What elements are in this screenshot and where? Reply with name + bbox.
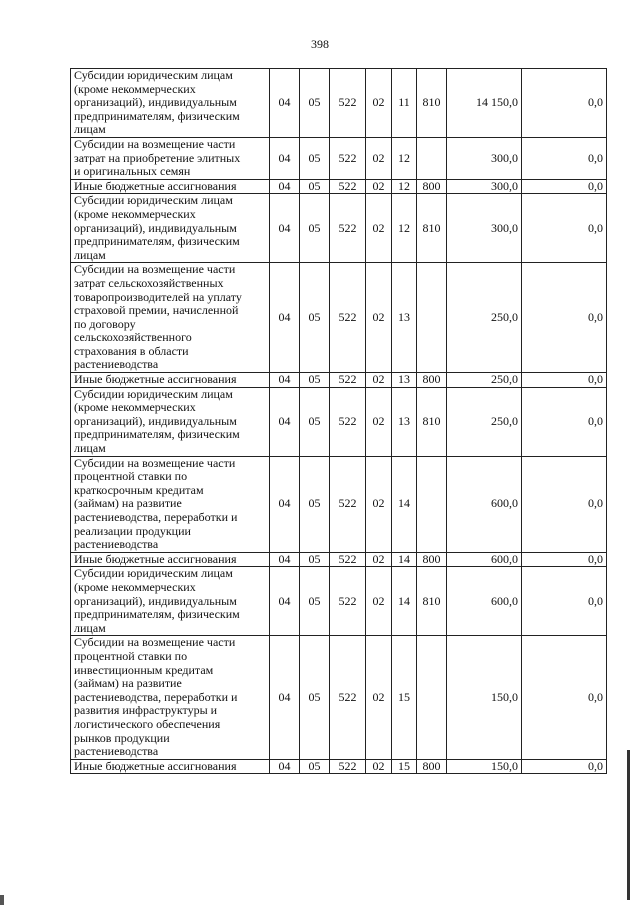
row-name: Субсидии юридическим лицам (кроме некоммерческих организаций), индивидуальным предпринимателям, физическим лицам <box>71 387 270 456</box>
code-section: 04 <box>270 387 300 456</box>
code-subsection: 05 <box>300 263 330 373</box>
row-name: Субсидии юридическим лицам (кроме некоммерческих организаций), индивидуальным предпринимателям, физическим лицам <box>71 69 270 138</box>
code-section: 04 <box>270 759 300 774</box>
code-target: 522 <box>330 179 366 194</box>
amount-1: 150,0 <box>447 636 522 759</box>
code-sub2: 14 <box>392 567 417 636</box>
table-row <box>71 137 607 179</box>
code-section: 04 <box>270 263 300 373</box>
amount-1: 14 150,0 <box>447 69 522 138</box>
code-subsection: 05 <box>300 567 330 636</box>
code-target: 522 <box>330 194 366 263</box>
code-target: 522 <box>330 759 366 774</box>
code-sub2: 12 <box>392 194 417 263</box>
code-sub2: 15 <box>392 636 417 759</box>
code-section: 04 <box>270 179 300 194</box>
amount-2: 0,0 <box>522 387 607 456</box>
code-target: 522 <box>330 636 366 759</box>
row-name: Субсидии на возмещение части процентной ставки по инвестиционным кредитам (займам) на развитие растениеводства, переработки и развития инфраструктуры и логистического обеспечения рынков продукции растениеводства <box>71 636 270 759</box>
amount-1: 300,0 <box>447 194 522 263</box>
code-target: 522 <box>330 137 366 179</box>
amount-1: 250,0 <box>447 387 522 456</box>
code-section: 04 <box>270 69 300 138</box>
row-name: Иные бюджетные ассигнования <box>71 179 270 194</box>
table-row <box>71 263 607 373</box>
expense-type: 810 <box>417 194 447 263</box>
code-target: 522 <box>330 69 366 138</box>
code-section: 04 <box>270 456 300 552</box>
code-sub2: 13 <box>392 373 417 388</box>
code-sub1: 02 <box>366 179 392 194</box>
table-body <box>71 69 607 774</box>
code-sub1: 02 <box>366 387 392 456</box>
table-row <box>71 387 607 456</box>
code-subsection: 05 <box>300 179 330 194</box>
scan-corner-mark <box>0 895 4 905</box>
table-row <box>71 373 607 388</box>
code-subsection: 05 <box>300 759 330 774</box>
code-sub2: 14 <box>392 456 417 552</box>
table-row <box>71 759 607 774</box>
code-sub2: 13 <box>392 387 417 456</box>
row-name: Иные бюджетные ассигнования <box>71 373 270 388</box>
expense-type: 810 <box>417 567 447 636</box>
amount-2: 0,0 <box>522 194 607 263</box>
expense-type <box>417 636 447 759</box>
code-sub2: 12 <box>392 179 417 194</box>
code-section: 04 <box>270 137 300 179</box>
code-section: 04 <box>270 552 300 567</box>
code-subsection: 05 <box>300 636 330 759</box>
code-sub1: 02 <box>366 567 392 636</box>
code-sub2: 14 <box>392 552 417 567</box>
amount-2: 0,0 <box>522 373 607 388</box>
amount-2: 0,0 <box>522 179 607 194</box>
amount-1: 250,0 <box>447 263 522 373</box>
table-row <box>71 69 607 138</box>
code-sub1: 02 <box>366 69 392 138</box>
code-target: 522 <box>330 263 366 373</box>
expense-type <box>417 263 447 373</box>
table-row <box>71 194 607 263</box>
table-row <box>71 567 607 636</box>
row-name: Субсидии на возмещение части процентной ставки по краткосрочным кредитам (займам) на развитие растениеводства, переработки и реализации продукции растениеводства <box>71 456 270 552</box>
amount-2: 0,0 <box>522 69 607 138</box>
expense-type: 800 <box>417 759 447 774</box>
code-target: 522 <box>330 552 366 567</box>
code-target: 522 <box>330 456 366 552</box>
amount-2: 0,0 <box>522 552 607 567</box>
code-subsection: 05 <box>300 137 330 179</box>
row-name: Иные бюджетные ассигнования <box>71 552 270 567</box>
code-section: 04 <box>270 373 300 388</box>
expense-type: 810 <box>417 69 447 138</box>
code-subsection: 05 <box>300 387 330 456</box>
code-section: 04 <box>270 567 300 636</box>
code-target: 522 <box>330 373 366 388</box>
code-sub1: 02 <box>366 456 392 552</box>
row-name: Субсидии на возмещение части затрат сельскохозяйственных товаропроизводителей на уплату страховой премии, начисленной по договору сельскохозяйственного страхования в области растениеводства <box>71 263 270 373</box>
amount-2: 0,0 <box>522 759 607 774</box>
code-sub1: 02 <box>366 137 392 179</box>
scan-edge-mark <box>627 750 630 900</box>
code-section: 04 <box>270 636 300 759</box>
expense-type: 800 <box>417 179 447 194</box>
code-target: 522 <box>330 567 366 636</box>
amount-1: 600,0 <box>447 552 522 567</box>
row-name: Субсидии юридическим лицам (кроме некоммерческих организаций), индивидуальным предпринимателям, физическим лицам <box>71 567 270 636</box>
code-subsection: 05 <box>300 456 330 552</box>
page-number: 398 <box>311 37 329 51</box>
amount-1: 600,0 <box>447 567 522 636</box>
expense-type: 800 <box>417 552 447 567</box>
amount-1: 250,0 <box>447 373 522 388</box>
code-subsection: 05 <box>300 552 330 567</box>
code-sub2: 11 <box>392 69 417 138</box>
amount-1: 600,0 <box>447 456 522 552</box>
code-sub1: 02 <box>366 263 392 373</box>
row-name: Иные бюджетные ассигнования <box>71 759 270 774</box>
row-name: Субсидии на возмещение части затрат на приобретение элитных и оригинальных семян <box>71 137 270 179</box>
table-row <box>71 552 607 567</box>
budget-table <box>70 68 607 774</box>
expense-type: 800 <box>417 373 447 388</box>
table-row <box>71 179 607 194</box>
amount-2: 0,0 <box>522 636 607 759</box>
code-sub2: 15 <box>392 759 417 774</box>
code-subsection: 05 <box>300 69 330 138</box>
code-sub1: 02 <box>366 759 392 774</box>
code-target: 522 <box>330 387 366 456</box>
table-row <box>71 636 607 759</box>
amount-2: 0,0 <box>522 137 607 179</box>
code-sub1: 02 <box>366 373 392 388</box>
code-subsection: 05 <box>300 194 330 263</box>
code-sub1: 02 <box>366 636 392 759</box>
expense-type <box>417 137 447 179</box>
expense-type <box>417 456 447 552</box>
amount-1: 300,0 <box>447 179 522 194</box>
amount-1: 300,0 <box>447 137 522 179</box>
amount-2: 0,0 <box>522 456 607 552</box>
code-sub1: 02 <box>366 194 392 263</box>
table-row <box>71 456 607 552</box>
row-name: Субсидии юридическим лицам (кроме некоммерческих организаций), индивидуальным предпринимателям, физическим лицам <box>71 194 270 263</box>
amount-2: 0,0 <box>522 567 607 636</box>
expense-type: 810 <box>417 387 447 456</box>
code-sub2: 12 <box>392 137 417 179</box>
code-sub1: 02 <box>366 552 392 567</box>
code-sub2: 13 <box>392 263 417 373</box>
code-subsection: 05 <box>300 373 330 388</box>
amount-2: 0,0 <box>522 263 607 373</box>
amount-1: 150,0 <box>447 759 522 774</box>
code-section: 04 <box>270 194 300 263</box>
